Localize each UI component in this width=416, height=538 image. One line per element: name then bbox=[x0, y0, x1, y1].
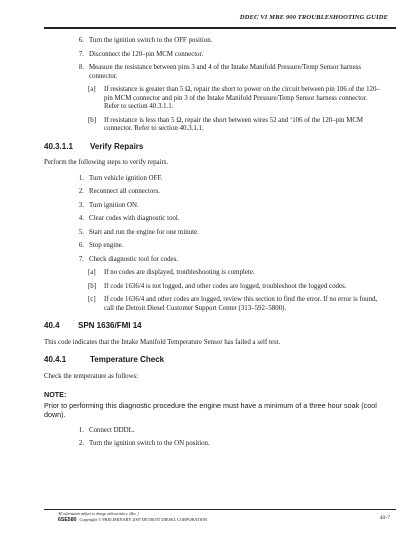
spn-description: This code indicates that the Intake Manifold Temperature Sensor has failed a self test. bbox=[44, 338, 281, 346]
footer-copyright: Copyright © PRELIMINARY 2007 DETROIT DIESEL CORPORATION bbox=[79, 517, 208, 522]
footer-rule bbox=[44, 509, 396, 510]
footer-notice: All information subject to change without notice. (Rev. ) bbox=[58, 512, 139, 516]
note-label: NOTE: bbox=[44, 390, 67, 399]
list-item: 3. Turn ignition ON. bbox=[78, 201, 139, 209]
list-item: 7. Check diagnostic tool for codes. bbox=[78, 255, 178, 263]
note-text: Prior to performing this diagnostic procedure the engine must have a minimum of a three hour soak (cool down). bbox=[44, 400, 377, 419]
list-item: 1. Turn vehicle ignition OFF. bbox=[78, 174, 163, 182]
footer-doc-id: 6SE580 bbox=[58, 517, 77, 523]
step-list-c bbox=[44, 427, 384, 449]
temperature-intro: Check the temperature as follows: bbox=[44, 372, 139, 380]
list-item: 4. Clear codes with diagnostic tool. bbox=[78, 215, 180, 222]
sub-item: [a] If no codes are displayed, troubleshooting is complete. bbox=[88, 269, 255, 276]
header-rule bbox=[44, 27, 396, 29]
page-number: 40-7 bbox=[379, 515, 390, 521]
list-item: 5. Start and run the engine for one minute. bbox=[78, 228, 199, 236]
section-heading-spn: 40.4 SPN 1636/FMI 14 bbox=[44, 321, 142, 330]
step-list-a bbox=[44, 37, 384, 134]
list-item: 6. Turn the ignition switch to the OFF position. bbox=[78, 37, 213, 44]
running-header: DDEC VI MBE 900 TROUBLESHOOTING GUIDE bbox=[239, 14, 388, 21]
step-list-b bbox=[44, 175, 384, 314]
verify-intro: Perform the following steps to verify repairs. bbox=[44, 159, 169, 166]
list-item: 2. Reconnect all connectors. bbox=[78, 188, 160, 195]
sub-item: [b] If resistance is less than 5 Ω, repair the short between wires 52 and ‘106 of the 120–pin MCM connector. Refer to section 40.3.1.1. bbox=[88, 116, 364, 132]
list-item: 8. Measure the resistance between pins 3 and 4 of the Intake Manifold Pressure/Temp Sensor harness connector. bbox=[78, 64, 362, 80]
list-item: 7. Disconnect the 120–pin MCM connector. bbox=[78, 50, 204, 58]
list-item: 6. Stop engine. bbox=[78, 242, 124, 249]
page-body bbox=[44, 37, 384, 454]
sub-item: [b] If code 1636/4 is not logged, and other codes are logged, troubleshoot the logged codes. bbox=[88, 282, 347, 290]
sub-item: [c] If code 1636/4 and other codes are logged, review this section to find the error. If no error is found, call the Detroit Diesel Customer Support Center (313–592–5800). bbox=[88, 296, 378, 312]
footer-left bbox=[58, 517, 207, 523]
list-item: 2. Turn the ignition switch to the ON position. bbox=[78, 440, 210, 447]
section-heading-temperature: 40.4.1 Temperature Check bbox=[44, 355, 165, 364]
list-item: 1. Connect DDDL. bbox=[78, 426, 135, 434]
section-heading-verify: 40.3.1.1 Verify Repairs bbox=[44, 141, 144, 151]
sub-item: [a] If resistance is greater than 5 Ω, repair the short to power on the circuit between pin 106 of the 120–pin MCM connector and pin 3 of the Intake Manifold Pressure/Temp Sensor harness connector. Refer to section 40.3.1.1. bbox=[88, 86, 380, 110]
